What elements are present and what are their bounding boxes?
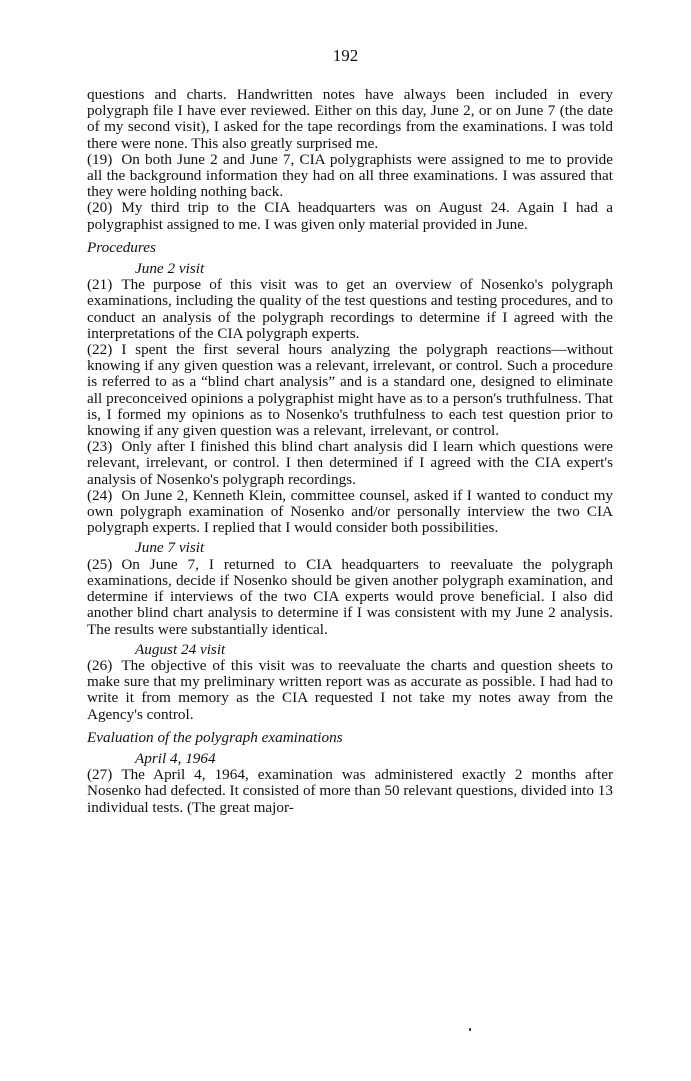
paragraph-number: (20)	[87, 199, 113, 217]
paragraph-number: (19)	[87, 150, 113, 168]
section-heading-evaluation: Evaluation of the polygraph examinations	[87, 728, 343, 746]
paragraph-text: Only after I finished this blind chart analysis did I learn which questions were relevant, irrelevant, or control. I then determined if I agreed with the CIA expert's analysis of Nosenko's polygraph recordings.	[87, 438, 613, 488]
paragraph-25	[87, 557, 613, 638]
paragraph-number: (26)	[87, 656, 113, 674]
paragraph-number: (24)	[87, 486, 113, 504]
paragraph-26	[87, 658, 613, 723]
page-number: 192	[332, 46, 359, 65]
paragraph-text: On June 2, Kenneth Klein, committee counsel, asked if I wanted to conduct my own polygraph examination of Nosenko and/or personally interview the two CIA polygraph experts. I replied that I would consider both possibilities.	[87, 486, 613, 537]
paragraph-text: The objective of this visit was to reevaluate the charts and question sheets to make sure that my preliminary written report was as accurate as possible. I had had to write it from memory as the CIA requested I not take my notes away from the Agency's control.	[87, 656, 613, 723]
paragraph-text: On June 7, I returned to CIA headquarters to reevaluate the polygraph examinations, decide if Nosenko should be given another polygraph examination, and determine if interviews of the two CIA experts would prove beneficial. I also did another blind chart analysis to determine if I was consistent with my June 2 analysis. The results were substantially identical.	[87, 555, 613, 638]
scan-speck	[469, 1028, 471, 1031]
paragraph-text: On both June 2 and June 7, CIA polygraphists were assigned to me to provide all the background information they had on all three examinations. I was assured that they were holding nothing back.	[87, 150, 613, 201]
paragraph-24	[87, 488, 613, 537]
subheading-august-24-visit: August 24 visit	[135, 640, 226, 658]
paragraph-text: The April 4, 1964, examination was administered exactly 2 months after Nosenko had defected. It consisted of more than 50 relevant questions, divided into 13 individual tests. (The great major-	[87, 766, 613, 816]
paragraph-continuation: questions and charts. Handwritten notes have always been included in every polygraph file I have ever reviewed. Either on this day, June 2, or on June 7 (the date of my second visit), I asked for the tape recordings from the examinations. I was told there were none. This also greatly surprised me.	[87, 86, 613, 152]
paragraph-23	[87, 439, 613, 488]
paragraph-number: (21)	[87, 276, 113, 294]
paragraph-number: (27)	[87, 766, 113, 784]
paragraph-21	[87, 277, 613, 342]
paragraph-number: (25)	[87, 555, 113, 573]
paragraph-22	[87, 342, 613, 439]
paragraph-20	[87, 200, 613, 232]
paragraph-number: (22)	[87, 341, 113, 359]
paragraph-text: I spent the first several hours analyzing the polygraph reactions—without knowing if any given question was a relevant, irrelevant, or control. Such a procedure is referred to as a “blind chart analysis” and is a standard one, designed to eliminate all preconceived opinions a polygraphist might have as to a person's truthfulness. That is, I formed my opinions as to Nosenko's truthfulness to each test question prior to knowing if any given question was a relevant, irrelevant, or control.	[87, 341, 613, 440]
paragraph-text: My third trip to the CIA headquarters was on August 24. Again I had a polygraphist assigned to me. I was given only material provided in June.	[87, 199, 613, 233]
paragraph-text: The purpose of this visit was to get an overview of Nosenko's polygraph examinations, including the quality of the test questions and testing procedures, and to conduct an analysis of the polygraph recordings to determine if I agreed with the interpretations of the CIA polygraph experts.	[87, 276, 613, 342]
subheading-june-7-visit: June 7 visit	[135, 539, 205, 557]
subheading-june-2-visit: June 2 visit	[135, 260, 205, 278]
document-body	[87, 87, 613, 816]
paragraph-27	[87, 767, 613, 816]
subheading-april-4-1964: April 4, 1964	[135, 749, 216, 767]
section-heading-procedures: Procedures	[87, 238, 156, 256]
paragraph-19	[87, 152, 613, 201]
paragraph-number: (23)	[87, 438, 113, 456]
